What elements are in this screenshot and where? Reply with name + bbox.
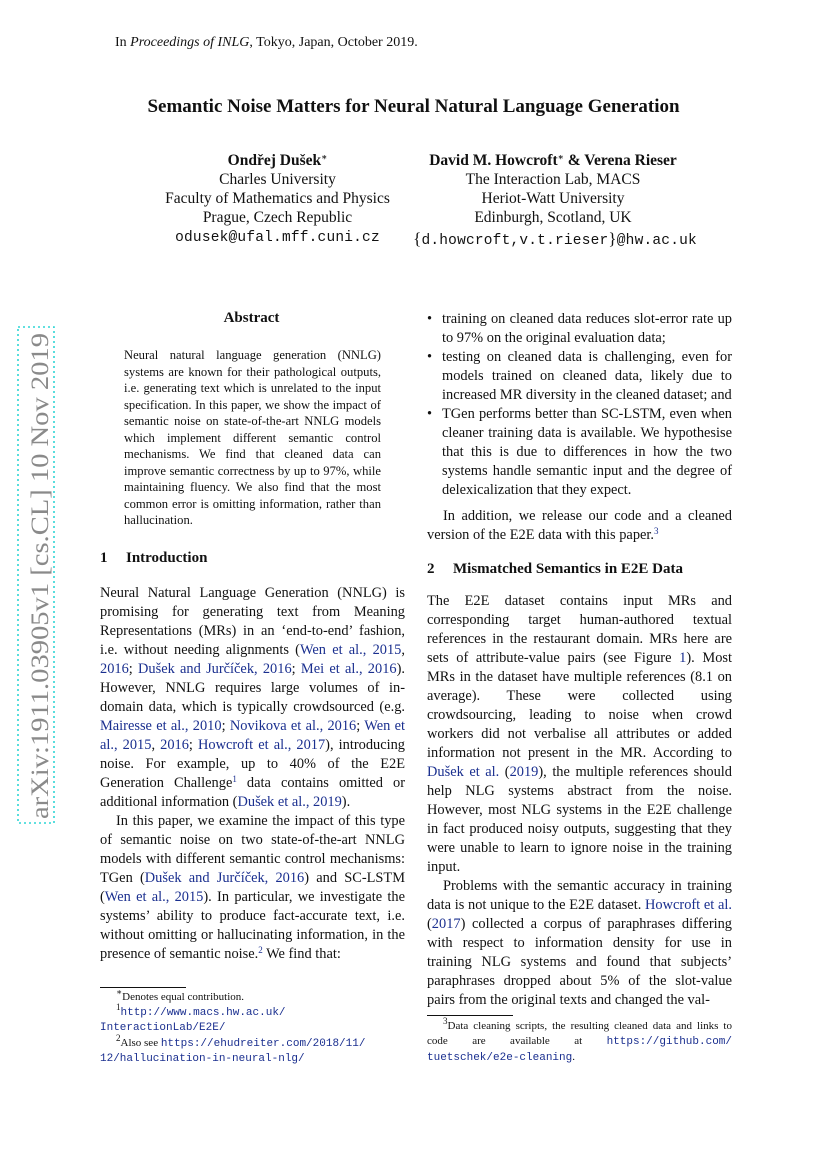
footnotes	[100, 987, 410, 1067]
abstract-heading: Abstract	[223, 310, 280, 326]
abstract-text: Neural natural language generation (NNLG) systems are known for their pathological outputs, i.e. generating text which is unrelated to the input specification. In this paper, we show the impact of semantic noise on state-of-the-art NNLG models which implement different semantic control mechanisms. We find that cleaned data can improve semantic correctness by up to 97%, while maintaining fluency. We also find that the most common error is omitting information, rather than hallucination.	[124, 348, 381, 527]
footnote-url[interactable]: https://ehudreiter.com/2018/11/	[160, 1038, 366, 1050]
findings-list	[427, 310, 732, 500]
bullet-icon: •	[427, 406, 433, 422]
footnote-url[interactable]: InteractionLab/E2E/	[100, 1022, 226, 1034]
citation-link[interactable]: Wen et al., 2015	[299, 642, 402, 658]
bullet-icon: •	[427, 311, 433, 327]
footnote-ref[interactable]: 1	[232, 774, 237, 784]
citation-link[interactable]: Wen et al., 2015	[104, 889, 204, 905]
arxiv-id: arXiv:1911.03905v1 [cs.CL] 10 Nov 2019	[25, 385, 54, 819]
author-affiliation: Charles University	[219, 171, 336, 188]
author-block-left: Ondřej Dušek∗ Charles University Faculty of Mathematics and Physics Prague, Czech Republic odusek@ufal.mff.cuni.cz	[130, 151, 425, 248]
author-name: David M. Howcroft	[429, 152, 558, 169]
author-email[interactable]: {d.howcroft,v.t.rieser}@hw.ac.uk	[413, 229, 697, 249]
bullet-icon: •	[427, 349, 433, 365]
footnote-ref[interactable]: 3	[654, 526, 659, 536]
citation-link[interactable]: 2017	[431, 916, 461, 932]
footnote-ref[interactable]: 2	[258, 945, 263, 955]
author-block-right: David M. Howcroft∗ & Verena Rieser The Interaction Lab, MACS Heriot-Watt University Edinburgh, Scotland, UK	[420, 151, 686, 227]
paragraph: In addition, we release our code and a cleaned version of the E2E data with this paper.$^3$	[427, 508, 732, 543]
footnote-url[interactable]: https://github.com/	[606, 1036, 732, 1048]
section-body	[427, 592, 732, 1010]
author-affiliation: Faculty of Mathematics and Physics	[165, 190, 390, 207]
section-heading: 2 Mismatched Semantics in E2E Data	[427, 561, 683, 577]
paragraph: The E2E dataset contains input MRs and corresponding target human-authored textual references in the restaurant domain. MRs here are sets of attribute-value pairs (see Figure 1). Most MRs in the dataset have multiple references (8.1 on average). These were collected using crowdsourcing, leading to noise when crowd workers did not verbalise all attributes or added information not present in the MR. According to Dušek et al. (2019), the multiple references should help NLG systems abstract from the noise. However, most NLG systems in the E2E challenge in fact produced noisy outputs, suggesting that they were unable to learn to ignore noise in the training input.	[427, 593, 732, 875]
section-heading: 1 Introduction	[100, 550, 208, 566]
footnote: ∗Denotes equal contribution.	[116, 987, 245, 1003]
paragraph: In this paper, we examine the impact of this type of semantic noise on two state-of-the-art NNLG models with different semantic control mechanisms: TGen (Dušek and Jurčíček, 2016) and SC-LSTM (Wen et al., 2015). In particular, we investigate the systems’ ability to produce fact-accurate text, i.e. without omitting or hallucinating information, in the presence of semantic noise.$^2$ We find that:	[100, 813, 405, 962]
citation-link[interactable]: Mairesse et al., 2010	[100, 718, 222, 734]
list-item: • training on cleaned data reduces slot-error rate up to 97% on the original evaluation data;	[427, 311, 732, 346]
paragraph: Problems with the semantic accuracy in training data is not unique to the E2E dataset. Howcroft et al. (2017) collected a corpus of paraphrases differing with respect to information density for use in training NLG systems and found that subjects’ paraphrases dropped about 5% of the slot-value pairs from the original texts and changed the val-	[427, 878, 732, 1008]
footnote: $^1$http://www.macs.hw.ac.uk/	[116, 1002, 286, 1019]
section-body	[100, 584, 405, 964]
footnote: $^3$Data cleaning scripts, the resulting cleaned data and links to code are available at https://github.com/ tuetschek/e2e-cleaning.	[427, 1016, 732, 1064]
author-name: Ondřej Dušek	[227, 152, 322, 169]
author-affiliation: Heriot-Watt University	[481, 190, 625, 207]
footnote-url[interactable]: tuetschek/e2e-cleaning	[427, 1052, 573, 1064]
footnote: $^2$Also see https://ehudreiter.com/2018/11/	[116, 1033, 366, 1050]
citation-link[interactable]: 2019	[509, 764, 539, 780]
footnote-url[interactable]: 12/hallucination-in-neural-nlg/	[100, 1053, 305, 1065]
footnote-rule	[100, 987, 186, 988]
footnote-url[interactable]: http://www.macs.hw.ac.uk/	[120, 1007, 286, 1019]
venue-line: In Proceedings of INLG, Tokyo, Japan, October 2019.	[115, 35, 418, 50]
author-affiliation: Prague, Czech Republic	[202, 209, 353, 226]
citation-link[interactable]: 2016	[160, 737, 189, 753]
citation-link[interactable]: Novikova et al., 2016	[229, 718, 357, 734]
author-affiliation: Edinburgh, Scotland, UK	[474, 209, 632, 226]
citation-link[interactable]: Dušek et al., 2019	[237, 794, 342, 810]
footnote-rule	[427, 1015, 513, 1016]
citation-link[interactable]: Howcroft et al.	[645, 897, 732, 913]
list-item: • testing on cleaned data is challenging, even for models trained on cleaned data, likely due to increased MR diversity in the cleaned dataset; and	[427, 349, 732, 403]
citation-link[interactable]: Howcroft et al., 2017	[198, 737, 326, 753]
citation-link[interactable]: Dušek et al.	[427, 764, 500, 780]
citation-link[interactable]: 2016	[100, 661, 129, 677]
list-item: • TGen performs better than SC-LSTM, even when cleaner training data is available. We hypothesise that this is due to differences in how the two systems handle semantic input and the degree of delexicalization that they expect.	[427, 406, 732, 498]
author-affiliation: The Interaction Lab, MACS	[465, 171, 641, 188]
arxiv-stamp	[10, 325, 56, 825]
paragraph: Neural Natural Language Generation (NNLG) is promising for generating text from Meaning Representations (MRs) in an ‘end-to-end’ fashion, i.e. without needing alignments (Wen et al., 2015, 2016; Dušek and Jurčíček, 2016; Mei et al., 2016). However, NNLG requires large volumes of in-domain data, which is typically crowdsourced (e.g. Mairesse et al., 2010; Novikova et al., 2016; Wen et al., 2015, 2016; Howcroft et al., 2017), introducing noise. For example, up to 40% of the E2E Generation Challenge$^1$ data contains omitted or additional information (Dušek et al., 2019).	[100, 585, 405, 810]
citation-link[interactable]: Wen et al., 2015	[100, 718, 405, 753]
citation-link[interactable]: Dušek and Jurčíček, 2016	[138, 661, 292, 677]
author-email[interactable]: odusek@ufal.mff.cuni.cz	[175, 230, 380, 246]
author-name: Verena Rieser	[584, 152, 677, 169]
paper-title: Semantic Noise Matters for Neural Natural Language Generation	[147, 96, 680, 117]
citation-link[interactable]: Dušek and Jurčíček, 2016	[144, 870, 305, 886]
citation-link[interactable]: Mei et al., 2016	[300, 661, 397, 677]
figure-ref-link[interactable]: 1	[679, 650, 687, 666]
